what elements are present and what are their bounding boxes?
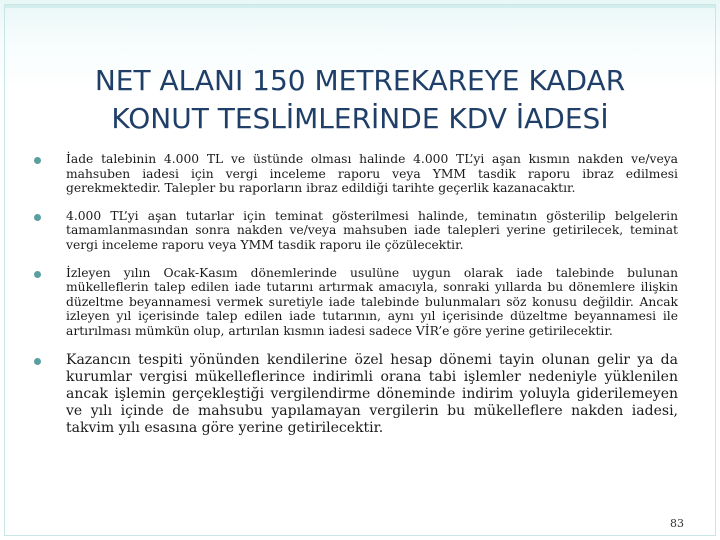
bullet-text: İade talebinin 4.000 TL ve üstünde olması halinde 4.000 TL’yi aşan kısmın nakden ve/veya mahsuben iadesi için vergi inceleme raporu veya YMM tasdik raporu ibraz edilmesi gerekmektedir. Talepler bu raporların ibraz edildiği tarihte geçerlik kazanacaktır. xyxy=(66,152,678,196)
bullet-dot-icon xyxy=(34,358,41,365)
bullet-dot-icon xyxy=(34,214,41,221)
bullet-item xyxy=(30,209,678,253)
page-number: 83 xyxy=(670,517,684,530)
slide-top-bar xyxy=(4,4,716,8)
bullet-text: İzleyen yılın Ocak-Kasım dönemlerinde usulüne uygun olarak iade talebinde bulunan mükelleflerin talep edilen iade tutarını artırmak amacıyla, sonraki yıllarda bu dönemlere ilişkin düzeltme beyannamesi vermek suretiyle iade talebinde bulunmaları söz konusu değildir. Ancak izleyen yıl içerisinde talep edilen iade tutarının, aynı yıl içerisinde düzeltme beyannamesi ile artırılması mümkün olup, artırılan kısmın iadesi sadece VİR’e göre yerine getirilecektir. xyxy=(66,265,678,338)
bullet-text: Kazancın tespiti yönünden kendilerine özel hesap dönemi tayin olunan gelir ya da kurumlar vergisi mükelleflerince indirimli orana tabi işlemler nedeniyle yüklenilen ancak işlemin gerçekleştiği vergilendirme döneminde indirim yoluyla giderilemeyen ve yılı içinde de mahsubu yapılamayan vergilerin bu mükelleflere nakden iadesi, takvim yılı esasına göre yerine getirilecektir. xyxy=(66,351,678,436)
slide-title-line-2: KONUT TESLİMLERİNDE KDV İADESİ xyxy=(111,102,609,135)
slide-title-line-1: NET ALANI 150 METREKAREYE KADAR xyxy=(94,64,626,97)
bullet-text: 4.000 TL’yi aşan tutarlar için teminat gösterilmesi halinde, teminatın gösterilip belgelerin tamamlanmasından sonra nakden ve/veya mahsuben iade talepleri yerine getirilecek, teminat vergi inceleme raporu veya YMM tasdik raporu ile çözülecektir. xyxy=(66,208,678,252)
bullet-item xyxy=(30,266,678,339)
bullet-item xyxy=(30,352,678,437)
bullet-item xyxy=(30,152,678,196)
slide-title xyxy=(40,62,680,138)
bullet-dot-icon xyxy=(34,271,41,278)
bullet-list xyxy=(30,152,678,450)
bullet-dot-icon xyxy=(34,157,41,164)
